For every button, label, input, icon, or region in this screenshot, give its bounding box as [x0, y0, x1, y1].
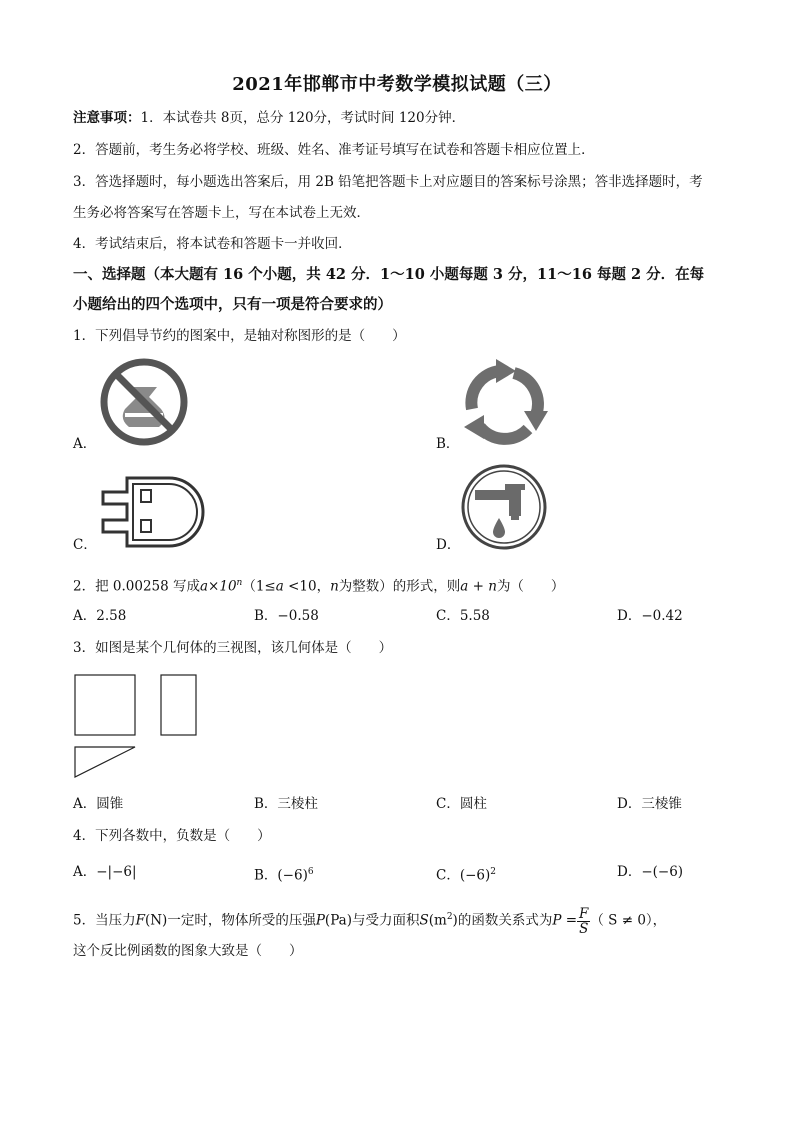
q5-fraction-numerator: F — [579, 905, 589, 922]
q2-option-d: D．−0.42 — [617, 608, 683, 624]
section-heading-2: 小题给出的四个选项中，只有一项是符合要求的） — [73, 296, 392, 313]
q5-pre: 5．当压力 — [73, 912, 136, 929]
q2-stem-post: 为（ ） — [496, 578, 565, 595]
q5-unit-exp: 2 — [446, 912, 453, 922]
notice-text-1: 1．本试卷共 8页，总分 120分，考试时间 120分钟． — [140, 110, 466, 126]
q5-stem-line-2: 这个反比例函数的图象大致是（ ） — [73, 943, 303, 959]
q5-unit-m: (m — [428, 912, 447, 929]
q1-option-b-label: B． — [436, 436, 460, 452]
q1-stem: 1．下列倡导节约的图案中，是轴对称图形的是（ ） — [73, 328, 406, 344]
q2-cond-mid: <10， — [283, 578, 331, 595]
notice-line-3a: 3．答选择题时，每小题选出答案后，用 2B 铅笔把答题卡上对应题目的答案标号涂黑；答非选择题时，考 — [73, 174, 703, 190]
q5-unit-Pa: (Pa) — [324, 912, 352, 929]
q3-stem: 3．如图是某个几何体的三视图，该几何体是（ ） — [73, 640, 393, 656]
side-view-rectangle — [161, 675, 196, 735]
q4-option-c-exponent: 2 — [490, 867, 496, 877]
q4-option-b — [254, 862, 314, 886]
q2-cond-post: 为整数）的形式，则 — [338, 578, 461, 595]
section-heading-1: 一、选择题（本大题有 16 个小题，共 42 分．1～10 小题每题 3 分，11～16 每题 2 分．在每 — [73, 266, 705, 283]
q3-option-b: B．三棱柱 — [254, 796, 318, 812]
q1-option-a-label: A． — [73, 436, 97, 452]
q2-stem — [73, 573, 723, 597]
q3-option-c: C．圆柱 — [436, 796, 487, 812]
no-waste-icon — [99, 357, 189, 447]
page-title: 2021年邯郸市中考数学模拟试题（三） — [232, 74, 562, 95]
q2-stem-pre: 2．把 0.00258 写成 — [73, 578, 200, 595]
q5-var-S: S — [419, 912, 429, 929]
q5-formula-lhs: P = — [552, 912, 578, 929]
q2-cond-a: a — [275, 578, 284, 595]
water-tap-icon — [459, 462, 549, 552]
front-view-square — [75, 675, 135, 735]
q2-cond-pre: （1≤ — [242, 578, 276, 595]
notice-label: 注意事项： — [73, 110, 141, 126]
q5-mid-1: 一定时，物体所受的压强 — [167, 912, 316, 929]
notice-line-2: 2．答题前，考生务必将学校、班级、姓名、准考证号填写在试卷和答题卡相应位置上． — [73, 142, 595, 158]
top-view-triangle — [75, 747, 135, 777]
q2-option-a: A．2.58 — [73, 608, 127, 624]
q2-expr-sum: a + n — [460, 578, 497, 595]
q1-option-d-label: D． — [436, 537, 461, 553]
q2-cond-n: n — [330, 578, 339, 595]
three-view-drawing — [73, 672, 203, 782]
q4-stem: 4．下列各数中，负数是（ ） — [73, 828, 271, 844]
q2-option-b: B．−0.58 — [254, 608, 319, 624]
q4-option-d: D．−(−6) — [617, 864, 684, 880]
q5-formula-fraction — [577, 907, 590, 936]
q1-option-c-label: C． — [73, 537, 97, 553]
q5-unit-close: ) — [452, 912, 458, 929]
q2-expr-scientific: a×10 — [200, 578, 237, 595]
q4-option-c-base: C．(−6) — [436, 867, 491, 884]
q5-stem-line-1 — [73, 902, 723, 937]
notice-line-1 — [73, 108, 723, 128]
q4-option-b-exponent: 6 — [307, 867, 314, 877]
q4-option-b-base: B．(−6) — [254, 867, 308, 884]
notice-line-4: 4．考试结束后，将本试卷和答题卡一并收回． — [73, 236, 352, 252]
q4-option-c — [436, 862, 496, 886]
q3-option-d: D．三棱锥 — [617, 796, 682, 812]
q5-var-F: F — [135, 912, 145, 929]
notice-line-3b: 生务必将答案写在答题卡上，写在本试卷上无效． — [73, 205, 370, 221]
q3-option-a: A．圆锥 — [73, 796, 124, 812]
q5-fraction-denominator: S — [579, 920, 589, 937]
q4-option-a: A．−|−6| — [73, 864, 137, 880]
q5-mid-2: 与受力面积 — [351, 912, 420, 929]
q5-condition: （ S ≠ 0）， — [590, 912, 667, 929]
q5-unit-N: (N) — [144, 912, 168, 929]
power-plug-icon — [99, 474, 215, 550]
q5-var-P: P — [315, 912, 325, 929]
q5-mid-3: 的函数关系式为 — [457, 912, 553, 929]
recycle-arrows-icon — [458, 357, 550, 449]
q2-option-c: C．5.58 — [436, 608, 490, 624]
q2-expr-exponent: n — [236, 578, 243, 588]
